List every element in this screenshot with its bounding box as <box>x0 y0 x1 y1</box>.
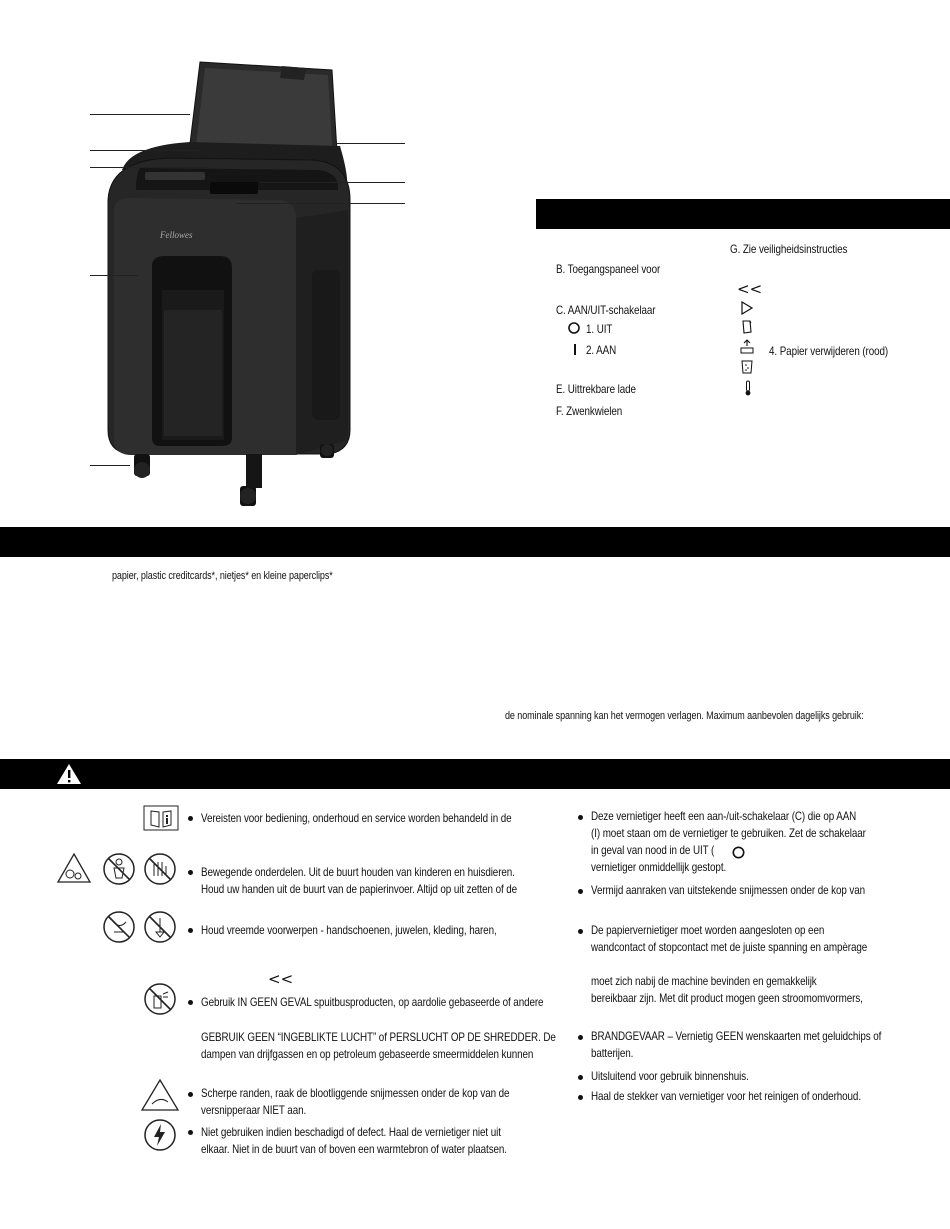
thermometer-icon <box>743 380 753 396</box>
bullet <box>578 889 583 894</box>
bullet <box>188 1130 193 1135</box>
bullet <box>578 929 583 934</box>
safety-left-2a: Bewegende onderdelen. Uit de buurt houden van kinderen en huisdieren. <box>201 865 515 879</box>
bullet <box>188 1092 193 1097</box>
safety-right-3b: wandcontact of stopcontact met de juiste spanning en ampèrage <box>591 940 868 954</box>
legend-item-b: B. Toegangspaneel voor <box>556 262 661 276</box>
callout-line <box>90 275 138 276</box>
bullet <box>578 1035 583 1040</box>
off-circle-icon <box>732 846 745 859</box>
legend-item-c1: 1. UIT <box>586 322 613 336</box>
safety-right-5: Uitsluitend voor gebruik binnenshuis. <box>591 1069 749 1083</box>
off-circle-icon <box>568 322 580 334</box>
safety-right-1a: Deze vernietiger heeft een aan-/uit-schakelaar (C) die op AAN <box>591 809 857 823</box>
safety-header-bar <box>0 759 950 789</box>
capabilities-header-bar <box>0 527 950 557</box>
callout-line <box>260 182 405 183</box>
bullet <box>188 928 193 933</box>
warning-triangle-icon <box>56 763 82 785</box>
bullet <box>188 870 193 875</box>
remove-paper-icon <box>739 339 755 355</box>
safety-right-6: Haal de stekker van vernietiger voor het reinigen of onderhoud. <box>591 1089 861 1103</box>
callout-line <box>90 465 130 466</box>
safety-right-1b: (I) moet staan om de vernietiger te gebruiken. Zet de schakelaar <box>591 826 866 840</box>
callout-line <box>90 167 210 168</box>
safety-left-6b: elkaar. Niet in de buurt van of boven een warmtebron of water plaatsen. <box>201 1142 507 1156</box>
reverse-icon-small: << <box>268 970 294 988</box>
callout-line <box>90 114 190 115</box>
reverse-icon: << <box>737 280 763 298</box>
electric-hazard-icon <box>143 1118 177 1152</box>
safety-right-3a: De papiervernietiger moet worden aangesloten op een <box>591 923 825 937</box>
legend-item-g: G. Zie veiligheidsinstructies <box>730 242 848 256</box>
safety-right-1c: in geval van nood in de UIT ( <box>591 843 715 857</box>
bullet <box>578 1075 583 1080</box>
shredder-illustration <box>50 50 450 530</box>
moving-parts-icon <box>56 852 92 884</box>
safety-right-4a: BRANDGEVAAR – Vernietig GEEN wenskaarten met geluidchips of <box>591 1029 882 1043</box>
legend-item-f: F. Zwenkwielen <box>556 404 623 418</box>
safety-left-1: Vereisten voor bediening, onderhoud en service worden behandeld in de <box>201 811 512 825</box>
no-foreign-objects-icon <box>102 910 136 944</box>
no-tie-icon <box>143 910 177 944</box>
no-children-icon <box>102 852 136 886</box>
on-bar-icon <box>574 344 576 355</box>
safety-left-5a: Scherpe randen, raak de blootliggende snijmessen onder de kop van de <box>201 1086 510 1100</box>
no-hands-icon <box>143 852 177 886</box>
legend-header-bar <box>536 199 950 229</box>
brand-logo: Fellowes <box>160 230 193 240</box>
callout-line <box>335 143 405 144</box>
legend-item-c: C. AAN/UIT-schakelaar <box>556 303 656 317</box>
safety-left-extra-1: GEBRUIK GEEN “INGEBLIKTE LUCHT” of PERSLUCHT OP DE SHREDDER. De <box>201 1030 556 1044</box>
manual-icon <box>143 805 179 831</box>
safety-left-6a: Niet gebruiken indien beschadigd of defect. Haal de vernietiger niet uit <box>201 1125 501 1139</box>
safety-right-1d: vernietiger onmiddellijk gestopt. <box>591 860 727 874</box>
safety-left-2b: Houd uw handen uit de buurt van de papierinvoer. Altijd op uit zetten of de <box>201 882 518 896</box>
callout-line <box>90 150 200 151</box>
safety-left-4: Gebruik IN GEEN GEVAL spuitbusproducten, op aardolie gebaseerde of andere <box>201 995 544 1009</box>
safety-right-2: Vermijd aanraken van uitstekende snijmessen onder de kop van <box>591 883 866 897</box>
safety-right-extra-1: moet zich nabij de machine bevinden en gemakkelijk <box>591 974 817 988</box>
capabilities-text-2: de nominale spanning kan het vermogen verlagen. Maximum aanbevolen dagelijks gebruik: <box>505 710 864 722</box>
capabilities-text-1: papier, plastic creditcards*, nietjes* en kleine paperclips* <box>112 570 333 582</box>
legend-item-e: E. Uittrekbare lade <box>556 382 636 396</box>
safety-left-5b: versnipperaar NIET aan. <box>201 1103 307 1117</box>
bullet <box>578 815 583 820</box>
bullet <box>188 1000 193 1005</box>
callout-line <box>236 203 405 204</box>
safety-right-extra-2: bereikbaar zijn. Met dit product mogen geen stroomomvormers, <box>591 991 863 1005</box>
bullet <box>578 1095 583 1100</box>
safety-left-3: Houd vreemde voorwerpen - handschoenen, juwelen, kleding, haren, <box>201 923 497 937</box>
safety-right-4b: batterijen. <box>591 1046 634 1060</box>
bin-full-icon <box>741 360 753 374</box>
paper-door-icon <box>741 320 753 334</box>
safety-left-extra-2: dampen van drijfgassen en op petroleum gebaseerde smeermiddelen kunnen <box>201 1047 534 1061</box>
legend-item-g4: 4. Papier verwijderen (rood) <box>769 344 889 358</box>
legend-item-c2: 2. AAN <box>586 343 617 357</box>
bullet <box>188 816 193 821</box>
no-aerosol-icon <box>143 982 177 1016</box>
sharp-edges-icon <box>140 1078 180 1112</box>
forward-icon <box>740 301 754 315</box>
